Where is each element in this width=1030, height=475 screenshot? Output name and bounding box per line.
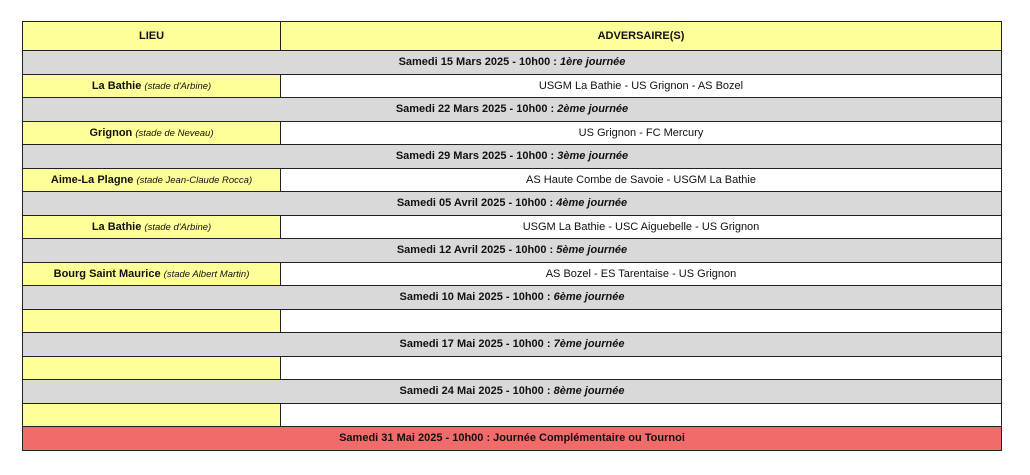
venue-cell: [23, 262, 281, 286]
venue-name: Grignon: [89, 126, 133, 139]
opponents-cell: US Grignon - FC Mercury: [281, 121, 1002, 145]
final-date: Samedi 31 Mai 2025 - 10h00 : Journée Complémentaire ou Tournoi: [23, 427, 1002, 451]
venue-cell: [23, 356, 281, 380]
opponents-cell: USGM La Bathie - USC Aiguebelle - US Grignon: [281, 215, 1002, 239]
venue-name: Aime-La Plagne: [50, 173, 134, 186]
round-game-row: [23, 168, 1002, 192]
round-date-row: [23, 380, 1002, 404]
round-date-row: [23, 98, 1002, 122]
round-date: Samedi 22 Mars 2025 - 10h00 : 2ème journée: [23, 98, 1002, 122]
opponents-cell: USGM La Bathie - US Grignon - AS Bozel: [281, 74, 1002, 98]
opponents-cell: [281, 309, 1002, 333]
round-game-row: [23, 121, 1002, 145]
round-game-row: [23, 74, 1002, 98]
round-game-row: [23, 262, 1002, 286]
round-date: Samedi 24 Mai 2025 - 10h00 : 8ème journée: [23, 380, 1002, 404]
round-date-row: [23, 333, 1002, 357]
round-date-row: [23, 192, 1002, 216]
opponents-cell: AS Bozel - ES Tarentaise - US Grignon: [281, 262, 1002, 286]
round-date-row: [23, 51, 1002, 75]
round-journee: 8ème journée: [553, 385, 625, 398]
round-journee: 3ème journée: [557, 150, 629, 163]
venue-cell: [23, 309, 281, 333]
round-date: Samedi 15 Mars 2025 - 10h00 : 1ère journée: [23, 51, 1002, 75]
venue-cell: [23, 403, 281, 427]
opponents-cell: [281, 356, 1002, 380]
round-date: Samedi 12 Avril 2025 - 10h00 : 5ème journée: [23, 239, 1002, 263]
opponents-cell: AS Haute Combe de Savoie - USGM La Bathie: [281, 168, 1002, 192]
round-game-row: [23, 309, 1002, 333]
header-lieu: LIEU: [23, 22, 281, 51]
round-date: Samedi 05 Avril 2025 - 10h00 : 4ème journée: [23, 192, 1002, 216]
schedule-table: [22, 21, 1002, 451]
stadium-name: (stade d'Arbine): [144, 221, 212, 233]
round-journee: 5ème journée: [556, 244, 628, 257]
round-game-row: [23, 356, 1002, 380]
round-date: Samedi 10 Mai 2025 - 10h00 : 6ème journée: [23, 286, 1002, 310]
round-date-row: [23, 145, 1002, 169]
stadium-name: (stade de Neveau): [135, 127, 214, 139]
round-journee: 7ème journée: [553, 338, 625, 351]
round-date: Samedi 29 Mars 2025 - 10h00 : 3ème journée: [23, 145, 1002, 169]
venue-cell: [23, 74, 281, 98]
round-journee: 1ère journée: [560, 56, 626, 69]
opponents-cell: [281, 403, 1002, 427]
header-adversaires: ADVERSAIRE(S): [281, 22, 1002, 51]
venue-name: Bourg Saint Maurice: [53, 267, 161, 280]
round-date-row: [23, 239, 1002, 263]
round-date-row: [23, 286, 1002, 310]
round-journee: 4ème journée: [556, 197, 628, 210]
venue-name: La Bathie: [91, 220, 142, 233]
round-game-row: [23, 403, 1002, 427]
venue-name: La Bathie: [91, 79, 142, 92]
venue-cell: [23, 121, 281, 145]
stadium-name: (stade Albert Martin): [163, 268, 250, 280]
header-row: [23, 22, 1002, 51]
stadium-name: (stade d'Arbine): [144, 80, 212, 92]
round-journee: 2ème journée: [557, 103, 629, 116]
round-date: Samedi 17 Mai 2025 - 10h00 : 7ème journée: [23, 333, 1002, 357]
stadium-name: (stade Jean-Claude Rocca): [136, 174, 253, 186]
round-journee: 6ème journée: [553, 291, 625, 304]
final-row: [23, 427, 1002, 451]
venue-cell: [23, 168, 281, 192]
round-game-row: [23, 215, 1002, 239]
venue-cell: [23, 215, 281, 239]
